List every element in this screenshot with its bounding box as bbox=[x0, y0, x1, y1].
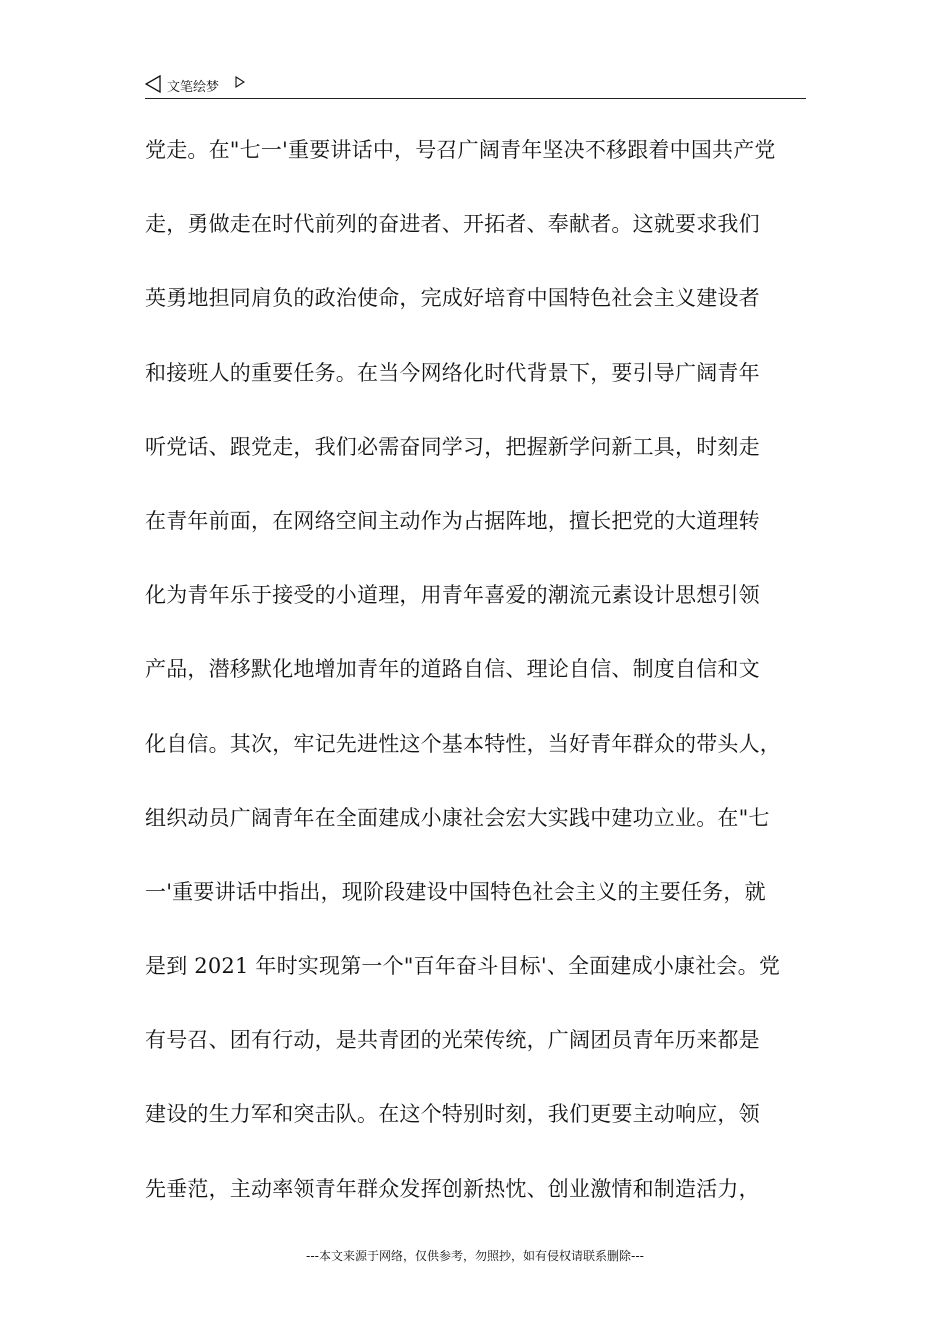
text-line: 建设的生力军和突击队。在这个特别时刻，我们更要主动响应，领 bbox=[145, 1102, 760, 1127]
page-header bbox=[145, 72, 806, 99]
text-line: 一'重要讲话中指出，现阶段建设中国特色社会主义的主要任务，就 bbox=[145, 879, 766, 904]
text-line: 在青年前面，在网络空间主动作为占据阵地，擅长把党的大道理转 bbox=[145, 508, 760, 533]
text-line: 走，勇做走在时代前列的奋进者、开拓者、奉献者。这就要求我们 bbox=[145, 212, 760, 237]
header-brand: 文笔绘梦 bbox=[167, 80, 220, 95]
text-line: 英勇地担同肩负的政治使命，完成好培育中国特色社会主义建设者 bbox=[145, 286, 760, 311]
text-line: 产品，潜移默化地增加青年的道路自信、理论自信、制度自信和文 bbox=[145, 657, 760, 682]
text-line: 化为青年乐于接受的小道理，用青年喜爱的潮流元素设计思想引领 bbox=[145, 583, 760, 608]
text-line: 有号召、团有行动，是共青团的光荣传统，广阔团员青年历来都是 bbox=[145, 1028, 760, 1053]
text-line: 先垂范，主动率领青年群众发挥创新热忱、创业激情和制造活力， bbox=[145, 1176, 760, 1201]
triangle-left-icon bbox=[145, 75, 161, 93]
document-body bbox=[145, 132, 815, 1245]
text-line: 化自信。其次，牢记先进性这个基本特性，当好青年群众的带头人， bbox=[145, 731, 781, 756]
text-line: 组织动员广阔青年在全面建成小康社会宏大实践中建功立业。在"七 bbox=[145, 805, 770, 830]
text-line: 听党话、跟党走，我们必需奋同学习，把握新学问新工具，时刻走 bbox=[145, 434, 760, 459]
triangle-right-icon bbox=[235, 76, 245, 88]
text-line: 和接班人的重要任务。在当今网络化时代背景下，要引导广阔青年 bbox=[145, 360, 760, 385]
text-line: 党走。在"七一'重要讲话中，号召广阔青年坚决不移跟着中国共产党 bbox=[145, 138, 776, 162]
page-footer-disclaimer: ---本文来源于网络，仅供参考，勿照抄，如有侵权请联系删除--- bbox=[306, 1249, 644, 1263]
text-line: 是到 2021 年时实现第一个"百年奋斗目标'、全面建成小康社会。党 bbox=[145, 954, 781, 979]
